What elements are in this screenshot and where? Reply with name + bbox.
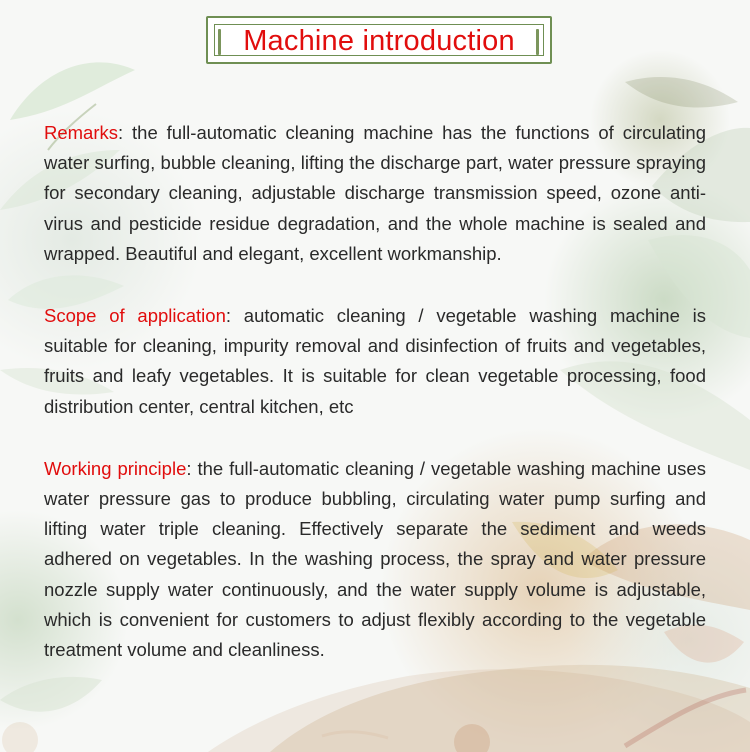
working-principle-text: : the full-automatic cleaning / vegetable washing machine uses water pressure gas to produce bubbling, circulating water pump surfing and lifting water triple cleaning. Effectively separate the sediment and weeds adhered on vegetables. In the washing process, the spray and water pressure nozzle supply water continuously, and the water supply volume is adjustable, which is convenient for customers to adjust flexibly according to the vegetable treatment volume and cleanliness. xyxy=(44,457,706,661)
scope-paragraph xyxy=(44,301,706,422)
title-frame xyxy=(206,16,552,64)
remarks-text: : the full-automatic cleaning machine has the functions of circulating water surfing, bubble cleaning, lifting the discharge part, water pressure spraying for secondary cleaning, adjustable discharge transmission speed, ozone anti-virus and pesticide residue degradation, and the whole machine is sealed and wrapped. Beautiful and elegant, excellent workmanship. xyxy=(44,122,706,264)
page-title: Machine introduction xyxy=(243,25,515,57)
working-principle-paragraph xyxy=(44,454,706,665)
scope-label: Scope of application xyxy=(44,305,226,327)
scope-text: : automatic cleaning / vegetable washing machine is suitable for cleaning, impurity removal and disinfection of fruits and vegetables, fruits and leafy vegetables. It is suitable for clean vegetable processing, food distribution center, central kitchen, etc xyxy=(44,305,706,417)
remarks-paragraph xyxy=(44,118,706,269)
description-content xyxy=(44,118,706,665)
remarks-label: Remarks xyxy=(44,122,119,143)
working-principle-label: Working principle xyxy=(44,457,187,479)
title-banner xyxy=(206,16,552,64)
